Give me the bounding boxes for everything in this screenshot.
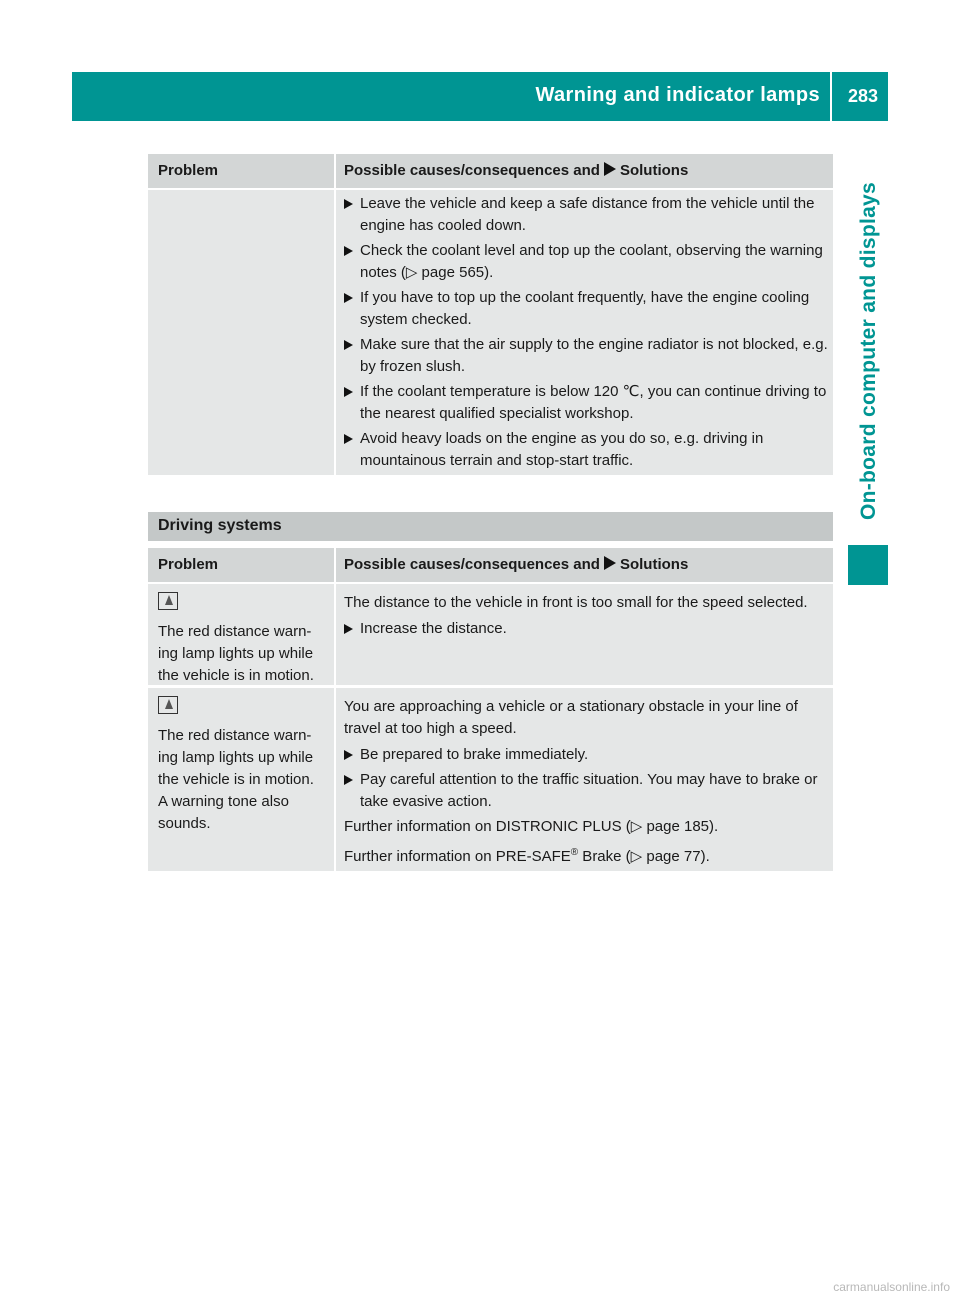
arrow-right-icon [344, 287, 360, 331]
arrow-right-icon [344, 428, 360, 472]
table-row [148, 190, 833, 475]
header-solutions-suffix: Solutions [619, 162, 689, 179]
list-item [344, 287, 829, 331]
step-text: If you have to top up the coolant frequently, have the engine cooling system checked. [360, 289, 810, 328]
arrow-right-icon [344, 334, 360, 378]
list-item [344, 240, 829, 284]
problem-text: The red distance warn-ing lamp lights up while the vehicle is in motion. A warning tone also sounds. [158, 727, 314, 832]
arrow-right-icon [344, 744, 360, 766]
arrow-right-icon [344, 381, 360, 425]
problem-cell [148, 688, 334, 871]
list-item [344, 334, 829, 378]
page-number: 283 [847, 86, 878, 106]
step-text: Avoid heavy loads on the engine as you do so, e.g. driving in mountainous terrain and stop-start traffic. [360, 430, 764, 469]
solution-intro: You are approaching a vehicle or a stationary obstacle in your line of travel at too high a speed. [344, 698, 798, 737]
table-coolant [148, 154, 833, 475]
arrow-right-icon [604, 162, 616, 176]
arrow-right-icon [344, 193, 360, 237]
arrow-right-icon [344, 618, 360, 640]
further-info-suffix: Brake (▷ page 77). [578, 848, 710, 865]
further-info-text: Further information on PRE-SAFE [344, 848, 571, 865]
distance-warning-lamp-icon [158, 696, 178, 714]
registered-mark: ® [570, 847, 579, 858]
problem-text: The red distance warn-ing lamp lights up while the vehicle is in motion. [158, 623, 314, 684]
step-text: If the coolant temperature is below 120 ℃, you can continue driving to the nearest qualified specialist workshop. [360, 383, 827, 422]
further-info [344, 842, 829, 868]
table-header-row [148, 154, 833, 188]
table-row [148, 688, 833, 871]
problem-cell [148, 584, 334, 685]
solution-cell [336, 584, 833, 685]
page-header [72, 72, 888, 121]
step-text: Be prepared to brake immediately. [360, 746, 589, 763]
arrow-right-icon [344, 769, 360, 813]
distance-warning-lamp-icon [158, 592, 178, 610]
solution-intro: The distance to the vehicle in front is too small for the speed selected. [344, 594, 808, 611]
solution-cell [336, 688, 833, 871]
table-header-row [148, 548, 833, 582]
list-item [344, 381, 829, 425]
section-title: Driving systems [148, 512, 833, 541]
header-solutions-label: Possible causes/consequences and [344, 162, 600, 179]
watermark: carmanualsonline.info [833, 1280, 950, 1294]
list-item [344, 193, 829, 237]
header-divider [830, 72, 832, 121]
header-solutions [336, 548, 833, 582]
chapter-label: On-board computer and displays [857, 181, 880, 521]
header-solutions-suffix: Solutions [619, 556, 689, 573]
table-driving-systems [148, 548, 833, 871]
list-item [344, 744, 829, 766]
problem-cell-empty [148, 190, 334, 475]
arrow-right-icon [604, 556, 616, 570]
header-solutions [336, 154, 833, 188]
page-title: Warning and indicator lamps [535, 84, 820, 106]
chapter-marker [848, 545, 888, 585]
arrow-right-icon [344, 240, 360, 284]
solution-cell [336, 190, 833, 475]
list-item [344, 428, 829, 472]
further-info: Further information on DISTRONIC PLUS (▷ page 185). [344, 818, 719, 835]
table-row [148, 584, 833, 685]
step-text: Leave the vehicle and keep a safe distance from the vehicle until the engine has cooled down. [360, 195, 815, 234]
list-item [344, 769, 829, 813]
step-text: Make sure that the air supply to the engine radiator is not blocked, e.g. by frozen slush. [360, 336, 828, 375]
chapter-tab [848, 135, 890, 567]
list-item [344, 618, 829, 640]
step-text: Pay careful attention to the traffic situation. You may have to brake or take evasive action. [360, 771, 818, 810]
header-problem: Problem [148, 548, 334, 582]
header-problem: Problem [148, 154, 334, 188]
header-solutions-label: Possible causes/consequences and [344, 556, 600, 573]
step-text: Increase the distance. [360, 620, 507, 637]
step-text: Check the coolant level and top up the coolant, observing the warning notes (▷ page 565). [360, 242, 823, 281]
